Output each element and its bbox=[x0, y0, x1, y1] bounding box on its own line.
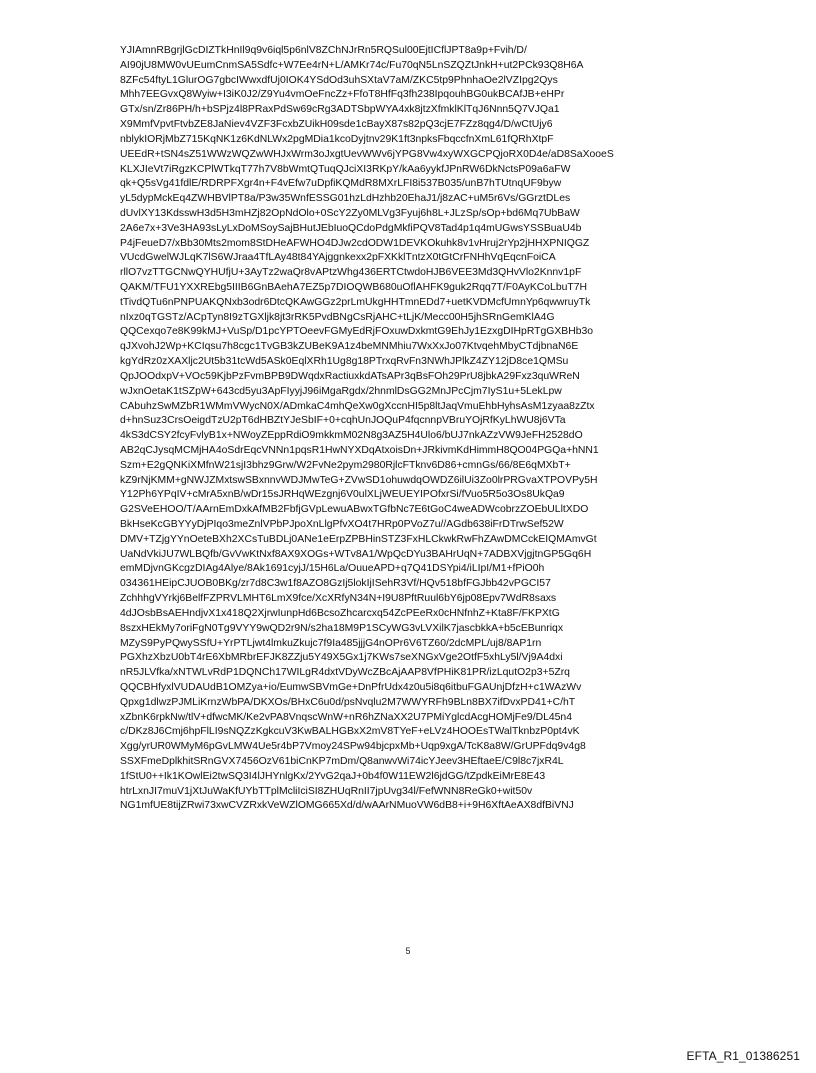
text-line: P4jFeueD7/xBb30Mts2mom8StDHeAFWHO4DJw2cdODW1DEVKOkuhk8v1vHruj2rYp2jHHXPNIQGZ bbox=[120, 237, 590, 249]
text-line: dUvlXY13KdsswH3d5H3mHZj82OpNdOlo+0ScY2Zy0MLVg3Fyuj6h8L+JLzSp/sOp+bd6Mq7UbBaW bbox=[120, 207, 580, 219]
text-line: htrLxnJI7muV1jXtJuWaKfUYbTTplMcliIciSI8ZHUqRnII7jpUvg34l/FefWNN8ReGk0+wit50v bbox=[120, 785, 533, 797]
text-line: 4kS3dCSY2fcyFvlyB1x+NWoyZEppRdiO9mkkmM02N8g3AZ5H4Ulo6/bUJ7nkAZzVW9JeFH2528dO bbox=[120, 430, 583, 442]
text-line: MZyS9PyPQwySSfU+YrPTLjwt4lmkuZkujc7f9Ia485jjjG4nOPr6V6TZ60/2dcMPL/uj8/8AP1rn bbox=[120, 637, 542, 649]
text-line: UEEdR+tSN4sZ51WWzWQZwWHJxWrm3oJxgtUevWWv6jYPG8Vw4xyWXGCPQjoRX0D4e/aD8SaXooeS bbox=[120, 148, 614, 160]
text-line: c/DKz8J6Cmj6hpFlLI9sNQZzKgkcuV3KwBALHGBxX2mV8TYeF+eLVz4HOOEsTWalTknbzP0pt4vK bbox=[120, 726, 580, 738]
text-line: nIxz0qTGSTz/ACpTyn8I9zTGXljk8jt3rRK5PvdBNgCsRjAHC+tLjK/Mecc00H5jhSRnGemKlA4G bbox=[120, 311, 555, 323]
text-line: AB2qCJysqMCMjHA4oSdrEqcVNNn1pqsR1HwNYXDqAtxoisDn+JRkivmKdHimmH8QO04PGQa+hNN1 bbox=[120, 444, 599, 456]
text-line: 1fStU0++Ik1KOwlEi2twSQ3I4lJHYnlgKx/2YvG2qaJ+0b4f0W11EW2l6jdGG/tZpdkEiMrE8E43 bbox=[120, 770, 546, 782]
text-line: X9MmfVpvtFtvbZE8JaNiev4VZF3FcxbZUikH09sde1cBayX87s82pQ3cjE7FZz8qg4/D/wCtUjy6 bbox=[120, 119, 553, 131]
text-line: DMV+TZjgYYnOeteBXh2XCsTuBDLj0ANe1eErpZPBHinSTZ3FxHLCkwkRwFhZAwDMCckEIQMAmvGt bbox=[120, 533, 597, 545]
text-line: Qpxg1dlwzPJMLiKrnzWbPA/DKXOs/BHxC6u0d/psNvqlu2M7WWYRFh9BLn8BX7ifDvxPD41+C/hT bbox=[120, 696, 576, 708]
text-line: KLXJIeVt7iRgzKCPlWTkqT77h7V8bWmtQTuqQJciXI3RKpY/kAa6yykfJPnRW6DkNctsP09a6aFW bbox=[120, 163, 571, 175]
text-line: 2A6e7x+3Ve3HA93sLyLxDoMSoySajBHutJEbIuoQCdoPdgMkfiPQV8Tad4p1q4mUGwsYSSBuaU4b bbox=[120, 222, 582, 234]
text-line: 8szxHEkMy7oriFgN0Tg9VYY9wQD2r9N/s2ha18M9P1SCyWG3vLVXilK7jascbkkA+b5cEBunriqx bbox=[120, 622, 564, 634]
text-line: kgYdRz0zXAXljc2Ut5b31tcWd5ASk0EqlXRh1Ug8g18PTrxqRvFn3NWhJPlkZ4ZY12jD8ce1QMSu bbox=[120, 356, 569, 368]
text-line: qJXvohJ2Wp+KCIqsu7h8cgc1TvGB3kZUBeK9A1z4beMNMhiu7WxXxJo07KtvqehMbyCTdjbnaN6E bbox=[120, 341, 579, 353]
text-line: 034361HEipCJUOB0BKg/zr7d8C3w1f8AZO8GzIj5lokIjISehR3Vf/HQv518bfFGJbb42vPGCI57 bbox=[120, 578, 551, 590]
text-line: kZ9rNjKMM+gNWJZMxtswSBxnnvWDJMwTeG+ZVwSD1ohuwdqOWDZ6ilUi3Zo0lrPRGvaXTPOVPy5H bbox=[120, 474, 598, 486]
text-line: d+hnSuz3CrsOeigdTzU2pT6dHBZtYJeSbIF+0+cqhUnJOQuP4fqcnnpVBruYOjRfKyLhWU8j6VTa bbox=[120, 415, 566, 427]
text-line: nR5JLVfka/xNTWLvRdP1DQNCh17WILgR4dxtVDyWcZBcAjAAP8VfPHiK81PR/izLqutO2p3+5Zrq bbox=[120, 667, 570, 679]
page-number: 5 bbox=[405, 946, 411, 956]
text-line: rllO7vzTTGCNwQYHUfjU+3AyTz2waQr8vAPtzWhg436ERTCtwdoHJB6VEE3Md3QHvVlo2Knnv1pF bbox=[120, 267, 582, 279]
text-line: QpJOOdxpV+VOc59KjbPzFvmBPB9DWqdxRactiuxkdATsAPr3qBsFOh29PrU8jbkA29Fxz3quWReN bbox=[120, 370, 580, 382]
text-line: BkHseKcGBYYyDjPIqo3meZnlVPbPJpoXnLlgPfvXO4t7HRp0PVoZ7u//AGdb638iFrDTrwSef52W bbox=[120, 519, 564, 530]
text-line: Mhh7EEGvxQ8Wyiw+I3iK0J2/Z9Yu4vmOeFncZz+FfoT8HfFq3fh238IpqouhBG0ukBCAfJB+eHPr bbox=[120, 89, 565, 101]
text-line: yL5dypMckEq4ZWHBVlPT8a/P3w35WnfESSG01hzLdHzhb20EhaJ1/j8zAC+uM5r6Vs/GGrztDLes bbox=[120, 193, 571, 205]
text-line: emMDjvnGKcgzDIAg4Alye/8Ak1691cyjJ/15H6La/OuueAPD+q7Q41DSYpi4/iLIpI/M1+fPiO0h bbox=[120, 563, 545, 575]
text-line: YJIAmnRBgrjlGcDIZTkHnIl9q9v6iql5p6nlV8ZChNJrRn5RQSul00EjtICflJPT8a9p+Fvih/D/ bbox=[120, 45, 527, 56]
text-line: qk+Q5sVg41fdlE/RDRPFXgr4n+F4vEfw7uDpfiKQMdR8MXrLFI8i537B035/unB7hTUtnqUF9byw bbox=[120, 178, 562, 190]
text-line: 8ZFc54ftyL1GlurOG7gbcIWwxdfUj0IOK4YSdOd3uhSXtaV7aM/ZKC5tp9PhnhaOe2lVZIpg2Qys bbox=[120, 74, 558, 86]
text-line: CAbuhzSwMZbR1WMmVWycN0X/ADmkaC4mhQeXw0gXccnHI5p8ltJaqVmuEhbHyhsAsM1zyaa8zZtx bbox=[120, 400, 595, 412]
text-line: PGXhzXbzU0bT4rE6XbMRbrEFJK8ZZju5Y49X5Gx1j7KWs7seXNGxVge2OtfF5xhLy5l/Vj9A4dxi bbox=[120, 652, 563, 664]
text-line: GTx/sn/Zr86PH/h+bSPjz4l8PRaxPdSw69cRg3ADTSbpWYA4xk8jtzXfmklKlTqJ6Nnn5Q7VJQa1 bbox=[120, 104, 560, 116]
text-line: wJxnOetaK1tSZpW+643cd5yu3ApFIyyjJ96iMgaRgdx/2hnmlDsGG2MnJPcCjm7IyS1u+5LekLpw bbox=[120, 385, 562, 397]
text-line: QQCBHfyxlVUDAUdB1OMZya+io/EumwSBVmGe+DnPfrUdx4z0u5i8q6itbuFGAUnjDfzH+c1WAzWv bbox=[120, 681, 582, 693]
text-line: AI90jU8MW0vUEumCnmSA5Sdfc+W7Ee4rN+L/AMKr74c/Fu70qN5LnSZQZtJnkH+ut2PCk93Q8H6A bbox=[120, 59, 584, 71]
text-line: xZbnK6rpkNw/tlV+dfwcMK/Ke2vPA8VnqscWnW+nR6hZNaXX2U7PMiYglcdAcgHOMjFe9/DL45n4 bbox=[120, 711, 572, 723]
text-line: Szm+E2gQNKiXMfnW21sjI3bhz9Grw/W2FvNe2pym2980RjlcFTknv6D86+cmnGs/66/8E6qMXbT+ bbox=[120, 459, 571, 471]
text-line: Xgg/yrUR0WMyM6pGvLMW4Ue5r4bP7Vmoy24SPw94bjcpxMb+Uqp9xgA/TcK8a8W/GrUPFdq9v4g8 bbox=[120, 741, 586, 753]
text-line: SSXFmeDplkhitSRnGVX7456OzV61biCnKP7mDm/Q8anwvWi74icYJeev3HEftaeE/C9l8c7jxR4L bbox=[120, 756, 564, 767]
encoded-text-block bbox=[120, 44, 720, 814]
text-line: 4dJOsbBsAEHndjvX1x418Q2XjrwIunpHd6BcsoZhcarcxq54ZcPEeRx0cHNfnhZ+Kta8F/FKPXtG bbox=[120, 607, 560, 619]
text-line: NG1mfUE8tijZRwi73xwCVZRxkVeWZlOMG665Xd/d/wAArNMuoVW6dB8+i+9H6XftAeAX8dfBiVNJ bbox=[120, 800, 574, 812]
text-line: Y12Ph6YPqIV+cMrA5xnB/wDr15sJRHqWEzgnj6V0ulXLjWEUEYIPOfxrSi/fVuo5R5o3Os8UkQa9 bbox=[120, 489, 565, 501]
text-line: ZchhhgVYrkj6BelfFZPRVLMHT6LmX9fce/XcXRfyN34N+I9U8PftRuul6bY6jp08Epv7WdR8saxs bbox=[120, 593, 557, 605]
document-id-stamp: EFTA_R1_01386251 bbox=[686, 1049, 800, 1063]
text-line: QQCexqo7e8K99kMJ+VuSp/D1pcYPTOeevFGMyEdRjFOxuwDxkmtG9EhJy1EzxgDIHpRTgGXBHb3o bbox=[120, 326, 594, 338]
text-line: G2SVeEHOO/T/AArnEmDxkAfMB2FbfjGVpLewuABwxTGfbNc7E6tGoC4weADWcobrzZOEbULltXDO bbox=[120, 504, 589, 516]
text-line: nblykIORjMbZ715KqNK1z6KdNLWx2pgMDia1kcoDyjtnv29K1ft3npksFbqccfnXmL61fQRhXtpF bbox=[120, 133, 554, 145]
text-line: VUcdGwelWJLqK7lS6WJraa4TfLAy48t84YAjggnkexx2pFXKklTntzX0tGtCrFNHhVqEqcnFoiCA bbox=[120, 252, 556, 264]
text-line: QAKM/TFU1YXXREbg5IIIB6GnBAehA7EZ5p7DIOQWB680uOflAHFK9guk2Rqq7T/F0AyKCoLbuT7H bbox=[120, 282, 588, 293]
text-line: UaNdVkiJU7WLBQfb/GvVwKtNxf8AX9XOGs+WTv8A1/WpQcDYu3BAHrUqN+7ADBXVjgjtnGP5Gq6H bbox=[120, 548, 592, 560]
text-line: tTivdQTu6nPNPUAKQNxb3odr6DtcQKAwGGz2prLmUkgHHTmnEDd7+uetKVDMcfUmnYp6qwwruyTk bbox=[120, 296, 591, 308]
